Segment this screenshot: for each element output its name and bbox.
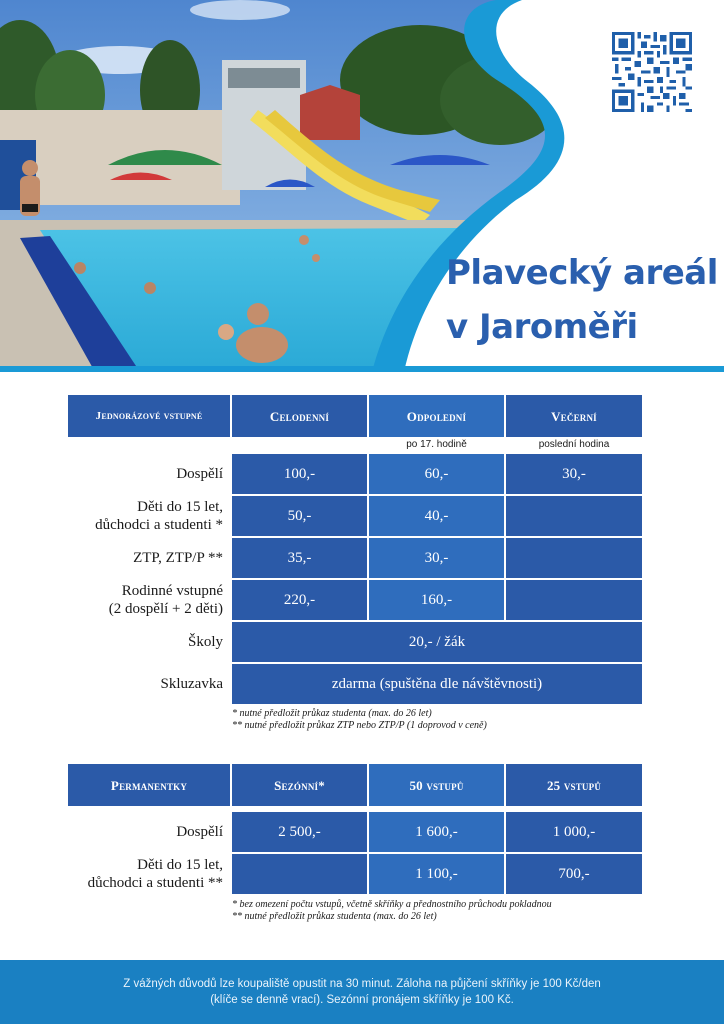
header-all-day: Celodenní [232, 395, 367, 437]
price-cell: 220,- [232, 580, 367, 620]
label-line: důchodci a studenti ** [87, 875, 223, 891]
price-cell: 35,- [232, 538, 367, 578]
price-cell: 160,- [369, 580, 504, 620]
label-line: Děti do 15 let, [137, 857, 223, 873]
label-line: (2 dospělí + 2 děti) [108, 601, 223, 617]
span-price-cell: 20,- / žák [232, 622, 642, 662]
afternoon-subnote: po 17. hodině [406, 438, 467, 450]
footnote: ** nutné předložit průkaz ZTP nebo ZTP/P (1 doprovod v ceně) [232, 720, 487, 731]
row-label-adults [40, 812, 223, 852]
label-line: Dospělí [176, 466, 223, 482]
empty-cell [506, 538, 642, 578]
empty-cell [506, 580, 642, 620]
header-passes: Permanentky [68, 764, 230, 806]
label-line: důchodci a studenti * [95, 517, 223, 533]
footnote: ** nutné předložit průkaz studenta (max. do 26 let) [232, 911, 437, 922]
header-50-entries: 50 vstupů [369, 764, 504, 806]
footer-banner [0, 960, 724, 1024]
price-cell: 1 100,- [369, 854, 504, 894]
row-label-children [40, 854, 223, 894]
empty-cell [232, 854, 367, 894]
qr-code-icon [612, 32, 692, 112]
price-cell: 1 600,- [369, 812, 504, 852]
label-line: Skluzavka [160, 676, 223, 692]
price-cell: 30,- [506, 454, 642, 494]
price-cell: 1 000,- [506, 812, 642, 852]
header-single-entry: Jednorázové vstupné [68, 395, 230, 437]
header-afternoon: Odpolední [369, 395, 504, 437]
price-cell: 700,- [506, 854, 642, 894]
evening-subnote: poslední hodina [538, 438, 610, 450]
label-line: ZTP, ZTP/P ** [133, 550, 223, 566]
row-label-schools [40, 622, 223, 662]
label-line: Rodinné vstupné [121, 583, 223, 599]
label-line: Děti do 15 let, [137, 499, 223, 515]
footer-line-2: (klíče se denně vrací). Sezónní pronájem skříňky je 100 Kč. [210, 994, 514, 1006]
price-cell: 30,- [369, 538, 504, 578]
page-title [446, 246, 718, 354]
row-label-adults [40, 454, 223, 494]
hero-banner [0, 0, 724, 372]
footer-line-1: Z vážných důvodů lze koupaliště opustit na 30 minut. Záloha na půjčení skříňky je 100 Kč/den [123, 978, 601, 990]
price-cell: 2 500,- [232, 812, 367, 852]
span-price-cell: zdarma (spuštěna dle návštěvnosti) [232, 664, 642, 704]
row-label-children [40, 496, 223, 536]
footnote: * bez omezení počtu vstupů, včetně skříňky a přednostního průchodu pokladnou [232, 899, 552, 910]
header-seasonal: Sezónní* [232, 764, 367, 806]
price-cell: 100,- [232, 454, 367, 494]
price-cell: 50,- [232, 496, 367, 536]
title-line-1: Plavecký areál [446, 253, 718, 293]
label-line: Dospělí [176, 824, 223, 840]
footnote: * nutné předložit průkaz studenta (max. do 26 let) [232, 708, 432, 719]
price-cell: 40,- [369, 496, 504, 536]
label-line: Školy [187, 634, 223, 650]
header-25-entries: 25 vstupů [506, 764, 642, 806]
header-evening: Večerní [506, 395, 642, 437]
row-label-slide [40, 664, 223, 704]
title-line-2: v Jaroměři [446, 307, 638, 347]
row-label-ztp [40, 538, 223, 578]
row-label-family [40, 580, 223, 620]
price-cell: 60,- [369, 454, 504, 494]
empty-cell [506, 496, 642, 536]
